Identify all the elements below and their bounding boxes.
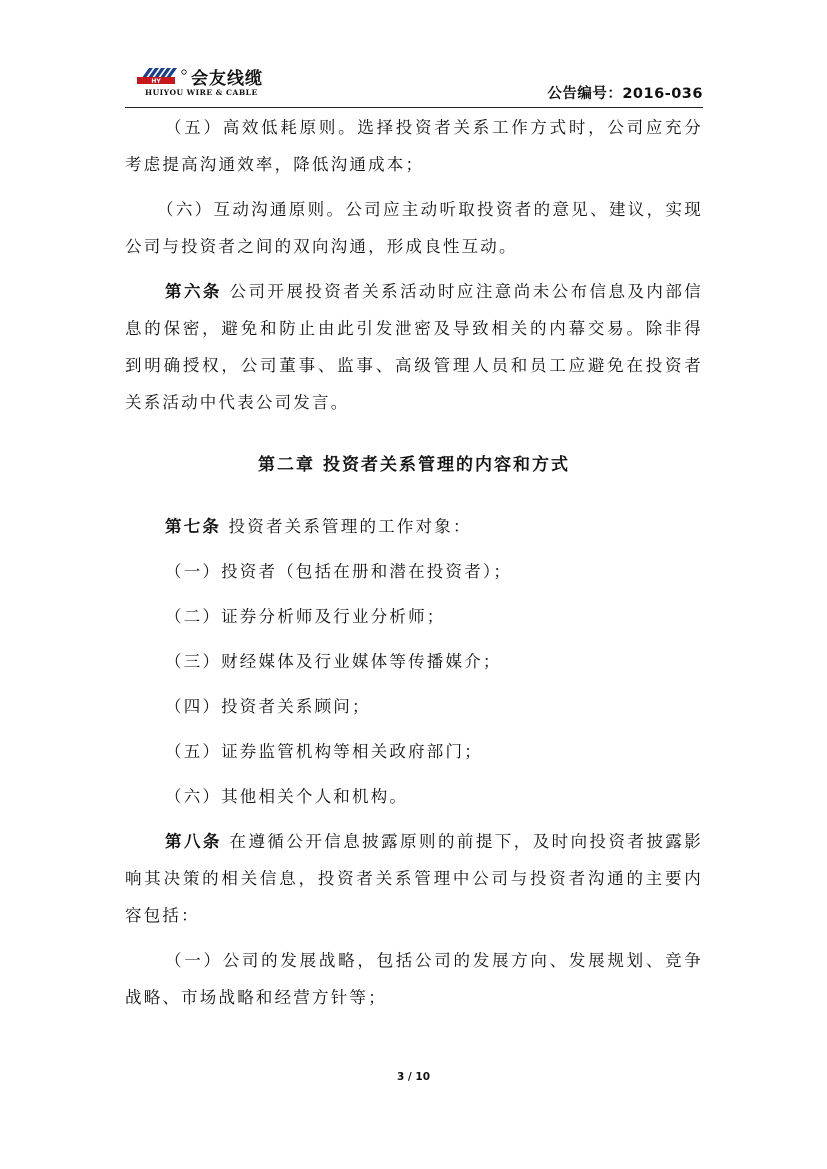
announcement-number: 公告编号：2016-036 bbox=[547, 86, 703, 102]
paragraph-principle-5: （五）高效低耗原则。选择投资者关系工作方式时，公司应充分考虑提高沟通效率，降低沟通成本； bbox=[125, 118, 703, 174]
article-8 bbox=[125, 823, 703, 934]
list-item: （三）财经媒体及行业媒体等传播媒介； bbox=[165, 652, 502, 671]
header-divider bbox=[125, 107, 703, 108]
paragraph-principle-6: （六）互动沟通原则。公司应主动听取投资者的意见、建议，实现公司与投资者之间的双向沟通，形成良性互动。 bbox=[125, 200, 703, 256]
logo-chinese-name: 会友线缆 bbox=[191, 69, 263, 89]
article-7-text: 投资者关系管理的工作对象： bbox=[221, 517, 472, 536]
company-logo bbox=[135, 66, 295, 100]
list-item: （六）其他相关个人和机构。 bbox=[165, 787, 409, 806]
logo-english-name: HUIYOU WIRE & CABLE bbox=[145, 88, 258, 97]
article-6-text: 公司开展投资者关系活动时应注意尚未公布信息及内部信息的保密，避免和防止由此引发泄密及导致相关的内幕交易。除非得到明确授权，公司董事、监事、高级管理人员和员工应避免在投资者关系活动中代表公司发言。 bbox=[125, 282, 703, 412]
logo-mark-icon bbox=[135, 66, 191, 88]
list-item: （四）投资者关系顾问； bbox=[165, 697, 371, 716]
list-item: （一）投资者（包括在册和潜在投资者）； bbox=[165, 562, 513, 581]
article-6-title: 第六条 bbox=[165, 282, 222, 301]
article-6 bbox=[125, 273, 703, 421]
list-item: （五）证券监管机构等相关政府部门； bbox=[165, 742, 483, 761]
article-7-title: 第七条 bbox=[165, 517, 222, 536]
page-number: 3 / 10 bbox=[396, 1071, 431, 1083]
list-item: （二）证券分析师及行业分析师； bbox=[165, 607, 446, 626]
chapter-2-heading: 第二章 投资者关系管理的内容和方式 bbox=[258, 455, 570, 475]
page-header bbox=[125, 62, 703, 108]
svg-text:HY: HY bbox=[151, 78, 161, 85]
article-8-item-1: （一）公司的发展战略，包括公司的发展方向、发展规划、竞争战略、市场战略和经营方针等； bbox=[125, 951, 703, 1007]
document-body bbox=[125, 109, 703, 1016]
article-8-text: 在遵循公开信息披露原则的前提下，及时向投资者披露影响其决策的相关信息，投资者关系管理中公司与投资者沟通的主要内容包括： bbox=[125, 832, 703, 925]
article-7 bbox=[125, 508, 703, 545]
article-8-title: 第八条 bbox=[165, 832, 222, 851]
